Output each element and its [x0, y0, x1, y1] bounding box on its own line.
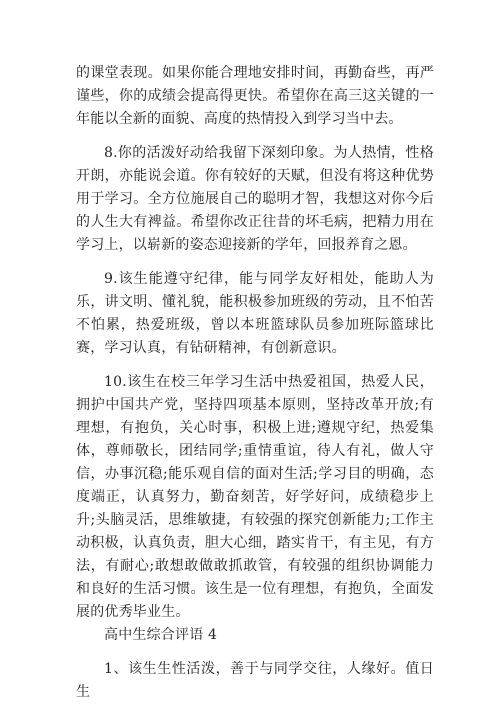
paragraph-8: 8.你的活泼好动给我留下深刻印象。为人热情，性格开朗，亦能说会道。你有较好的天赋，但没有将这种优势用于学习。全方位施展自己的聪明才智，我想这对你今后的人生大有裨益。希望你改正往昔的坏毛病，把精力用在学习上，以崭新的姿态迎接新的学年，回报养育之恩。	[76, 145, 434, 253]
document-body	[76, 62, 434, 704]
paragraph-1-new-section: 1、该生生性活泼，善于与同学交往，人缘好。值日生	[76, 661, 434, 700]
paragraph-9: 9.该生能遵守纪律，能与同学友好相处，能助人为乐，讲文明、懂礼貌，能积极参加班级的劳动，且不怕苦不怕累，热爱班级，曾以本班篮球队员参加班际篮球比赛，学习认真，有钻研精神，有创新意识。	[76, 271, 434, 356]
paragraph-7-continuation: 的课堂表现。如果你能合理地安排时间，再勤奋些，再严谨些，你的成绩会提高得更快。希望你在高三这关键的一年能以全新的面貌、高度的热情投入到学习当中去。	[76, 65, 434, 127]
section-heading: 高中生综合评语 4	[104, 627, 218, 643]
paragraph-10: 10.该生在校三年学习生活中热爱祖国，热爱人民，拥护中国共产党，坚持四项基本原则，坚持改革开放;有理想，有抱负，关心时事，积极上进;遵规守纪，热爱集体，尊师敬长，团结同学;重情重谊，待人有礼，做人守信，办事沉稳;能乐观自信的面对生活;学习目的明确，态度端正，认真努力，勤奋刻苦，好学好问，成绩稳步上升;头脑灵活，思维敏捷，有较强的探究创新能力;工作主动积极，认真负责，胆大心细，踏实肯干，有主见，有方法，有耐心;敢想敢做敢抓敢管，有较强的组织协调能力和良好的生活习惯。该生是一位有理想，有抱负，全面发展的优秀毕业生。	[76, 374, 434, 620]
